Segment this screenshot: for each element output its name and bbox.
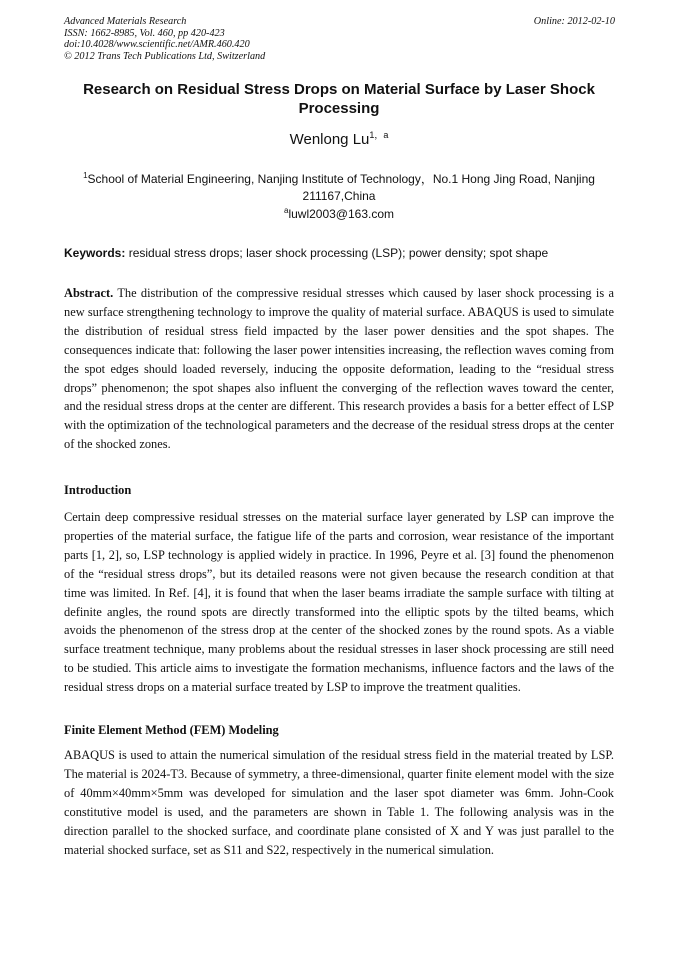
email-line <box>64 206 614 221</box>
abstract <box>64 284 614 454</box>
email-superscript: a <box>283 206 289 215</box>
keywords <box>64 246 614 260</box>
affiliation-text: School of Material Engineering, Nanjing Institute of Technology，No.1 Hong Jing Road, Nanjing 211167,China <box>87 172 595 203</box>
introduction-text: Certain deep compressive residual stresses on the material surface layer generated by LSP can improve the properties of the material surface, the fatigue life of the parts and corrosion, wear resistance of the important parts [1, 2], so, LSP technology is applied widely in practice. In 1996, Peyre et al. [3] found the phenomenon of the “residual stress drops”, but its detailed reasons were not given because the research condition at that time was limited. In Ref. [4], it is found that when the laser beams irradiate the sample surface with tilting at definite angles, the round spots are directly transformed into the elliptic spots by the tilted beams, which avoids the phenomenon of the stress drop at the center of the shocked zones by the round spots. As a viable surface treatment technique, many problems about the residual stresses in laser shock processing are still need to be studied. This article aims to investigate the formation mechanisms, influence factors and the laws of the residual stress drops on a material surface treated by LSP to improve the treatment qualities. <box>64 510 614 695</box>
keywords-label: Keywords: <box>64 246 126 260</box>
journal-name: Advanced Materials Research <box>64 16 187 27</box>
email-address: luwl2003@163.com <box>288 207 395 221</box>
keywords-text: residual stress drops; laser shock processing (LSP); power density; spot shape <box>128 246 549 260</box>
fem-heading: Finite Element Method (FEM) Modeling <box>64 723 279 737</box>
author-name: Wenlong Lu <box>289 131 370 148</box>
journal-copyright: © 2012 Trans Tech Publications Ltd, Switzerland <box>64 50 266 62</box>
affiliation <box>64 167 614 205</box>
fem-text: ABAQUS is used to attain the numerical simulation of the residual stress field in the material treated by LSP. The material is 2024-T3. Because of symmetry, a three-dimensional, quarter finite element model with the size of 40mm×40mm×5mm was developed for simulation and the laser spot diameter was 6mm. John-Cook constitutive model is used, and the parameters are shown in Table 1. The following analysis was in the direction parallel to the shocked surface, and coordinate plane consisted of X and Y was just parallel to the material shocked surface, set as S11 and S22, respectively in the numerical simulation. <box>64 748 614 857</box>
paper-title: Research on Residual Stress Drops on Material Surface by Laser Shock Processing <box>83 81 595 117</box>
introduction-heading: Introduction <box>64 483 132 497</box>
abstract-label: Abstract. <box>64 286 114 300</box>
journal-header <box>64 16 265 62</box>
journal-issn: ISSN: 1662-8985, Vol. 460, pp 420-423 <box>64 27 225 39</box>
author-line <box>64 128 614 148</box>
author-superscript: 1，a <box>369 130 389 140</box>
abstract-text: The distribution of the compressive residual stresses which caused by laser shock processing is a new surface strengthening technology to improve the quality of material surface. ABAQUS is used to simulate the distribution of residual stress field impacted by the laser power densities and the spot shapes. The consequences indicate that: following the laser power intensities increasing, the reflection waves coming from the spot edges should loaded reversely, inducing the opposite deformation, leading to the “residual stress drops” phenomenon; the spot shapes also influent the converging of the reflection waves toward the center, and the residual stress drops at the center are different. This research provides a basis for a better effect of LSP with the optimization of the technological parameters and the decrease of the residual stress drops at the center of the shocked zones. <box>64 286 614 452</box>
journal-doi: doi:10.4028/www.scientific.net/AMR.460.420 <box>64 39 250 50</box>
affiliation-superscript: 1 <box>83 171 88 180</box>
online-date: Online: 2012-02-10 <box>533 16 615 27</box>
